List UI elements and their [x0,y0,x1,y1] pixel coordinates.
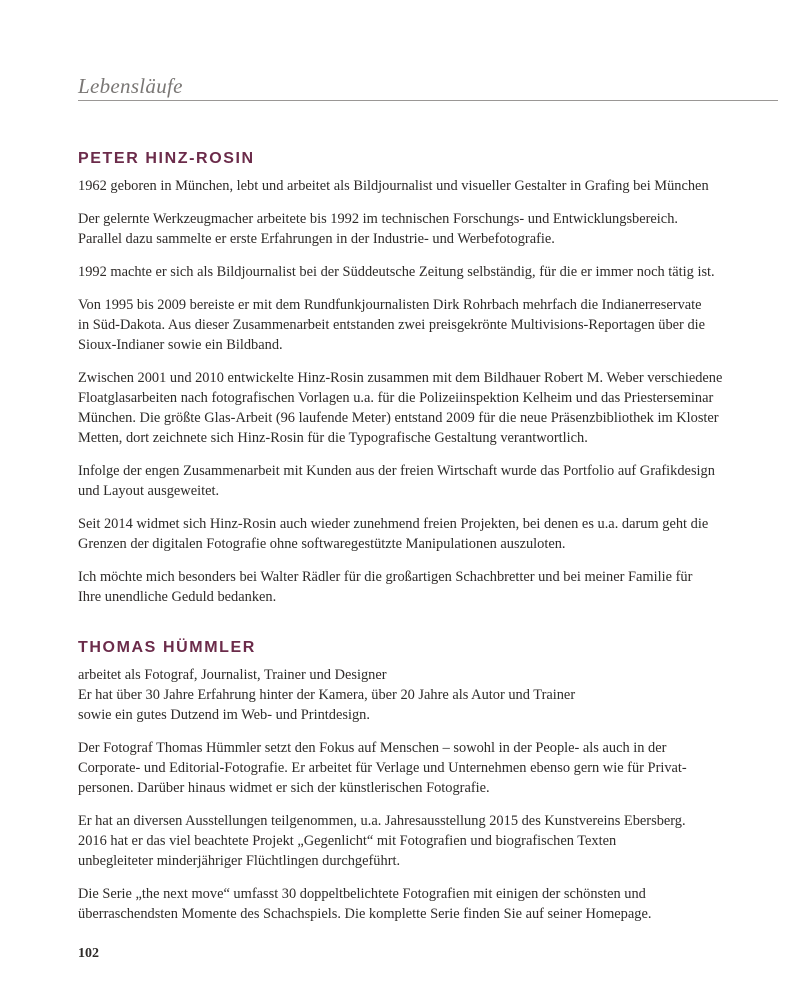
bio-paragraph [78,368,778,448]
paragraph-line: Parallel dazu sammelte er erste Erfahrungen in der Industrie- und Werbefotografie. [78,231,555,247]
bio-paragraph [78,209,778,249]
paragraph-line: Seit 2014 widmet sich Hinz-Rosin auch wieder zunehmend freien Projekten, bei denen es u.a. darum geht die [78,516,709,532]
paragraph-line: und Layout ausgeweitet. [78,483,220,499]
bio-paragraph [78,514,778,554]
paragraph-line: Zwischen 2001 und 2010 entwickelte Hinz-Rosin zusammen mit dem Bildhauer Robert M. Weber verschiedene [78,370,723,386]
paragraph-line: unbegleiteter minderjähriger Flüchtlingen durchgeführt. [78,853,401,869]
paragraph-line: Ich möchte mich besonders bei Walter Rädler für die großartigen Schachbretter und bei meiner Familie für [78,569,693,585]
bio-paragraph [78,884,778,924]
header-rule [78,100,778,101]
paragraph-line: überraschendsten Momente des Schachspiels. Die komplette Serie finden Sie auf seiner Homepage. [78,906,652,922]
paragraph-line: 2016 hat er das viel beachtete Projekt „Gegenlicht“ mit Fotografien und biografischen Texten [78,833,617,849]
paragraph-line: in Süd-Dakota. Aus dieser Zusammenarbeit entstanden zwei preisgekrönte Multivisions-Reportagen über die [78,317,706,333]
paragraph-line: sowie ein gutes Dutzend im Web- und Printdesign. [78,707,370,723]
paragraph-line: 1992 machte er sich als Bildjournalist bei der Süddeutsche Zeitung selbständig, für die er immer noch tätig ist. [78,264,715,280]
paragraph-line: personen. Darüber hinaus widmet er sich der künstlerischen Fotografie. [78,780,490,796]
paragraph-line: Grenzen der digitalen Fotografie ohne softwaregestützte Manipulationen auszuloten. [78,536,566,552]
paragraph-line: München. Die größte Glas-Arbeit (96 laufende Meter) entstand 2009 für die neue Präsenzbibliothek im Kloster [78,410,719,426]
bio-paragraph [78,295,778,355]
biography-content [78,146,778,952]
bio-paragraph [78,176,778,196]
bio-paragraph [78,567,778,607]
paragraph-line: Corporate- und Editorial-Fotografie. Er arbeitet für Verlage und Unternehmen ebenso gern wie für Privat- [78,760,687,776]
page-number: 102 [78,946,99,961]
paragraph-line: Er hat über 30 Jahre Erfahrung hinter der Kamera, über 20 Jahre als Autor und Trainer [78,687,576,703]
paragraph-line: Von 1995 bis 2009 bereiste er mit dem Rundfunkjournalisten Dirk Rohrbach mehrfach die Indianerreservate [78,297,702,313]
paragraph-line: Die Serie „the next move“ umfasst 30 doppeltbelichtete Fotografien mit einigen der schönsten und [78,886,646,902]
bio-paragraph [78,665,778,725]
paragraph-line: Ihre unendliche Geduld bedanken. [78,589,277,605]
bio-section [78,635,778,924]
paragraph-line: arbeitet als Fotograf, Journalist, Trainer und Designer [78,667,387,683]
bio-paragraph [78,738,778,798]
paragraph-line: Sioux-Indianer sowie ein Bildband. [78,337,283,353]
paragraph-line: Floatglasarbeiten nach fotografischen Vorlagen u.a. für die Polizeiinspektion Kelheim und das Priesterseminar [78,390,714,406]
paragraph-line: Er hat an diversen Ausstellungen teilgenommen, u.a. Jahresausstellung 2015 des Kunstvereins Ebersberg. [78,813,686,829]
bio-section [78,146,778,607]
running-header-title: Lebensläufe [78,74,183,98]
bio-paragraph [78,811,778,871]
paragraph-line: Der Fotograf Thomas Hümmler setzt den Fokus auf Menschen – sowohl in der People- als auch in der [78,740,667,756]
bio-paragraph [78,461,778,501]
bio-paragraph [78,262,778,282]
paragraph-line: Metten, dort zeichnete sich Hinz-Rosin für die Typografische Gestaltung verantwortlich. [78,430,588,446]
paragraph-line: Der gelernte Werkzeugmacher arbeitete bis 1992 im technischen Forschungs- und Entwicklungsbereich. [78,211,678,227]
person-name-heading: THOMAS HÜMMLER [78,639,256,656]
paragraph-line: Infolge der engen Zusammenarbeit mit Kunden aus der freien Wirtschaft wurde das Portfolio auf Grafikdesign [78,463,715,479]
paragraph-line: 1962 geboren in München, lebt und arbeitet als Bildjournalist und visueller Gestalter in Grafing bei München [78,178,709,194]
person-name-heading: PETER HINZ-ROSIN [78,150,255,167]
